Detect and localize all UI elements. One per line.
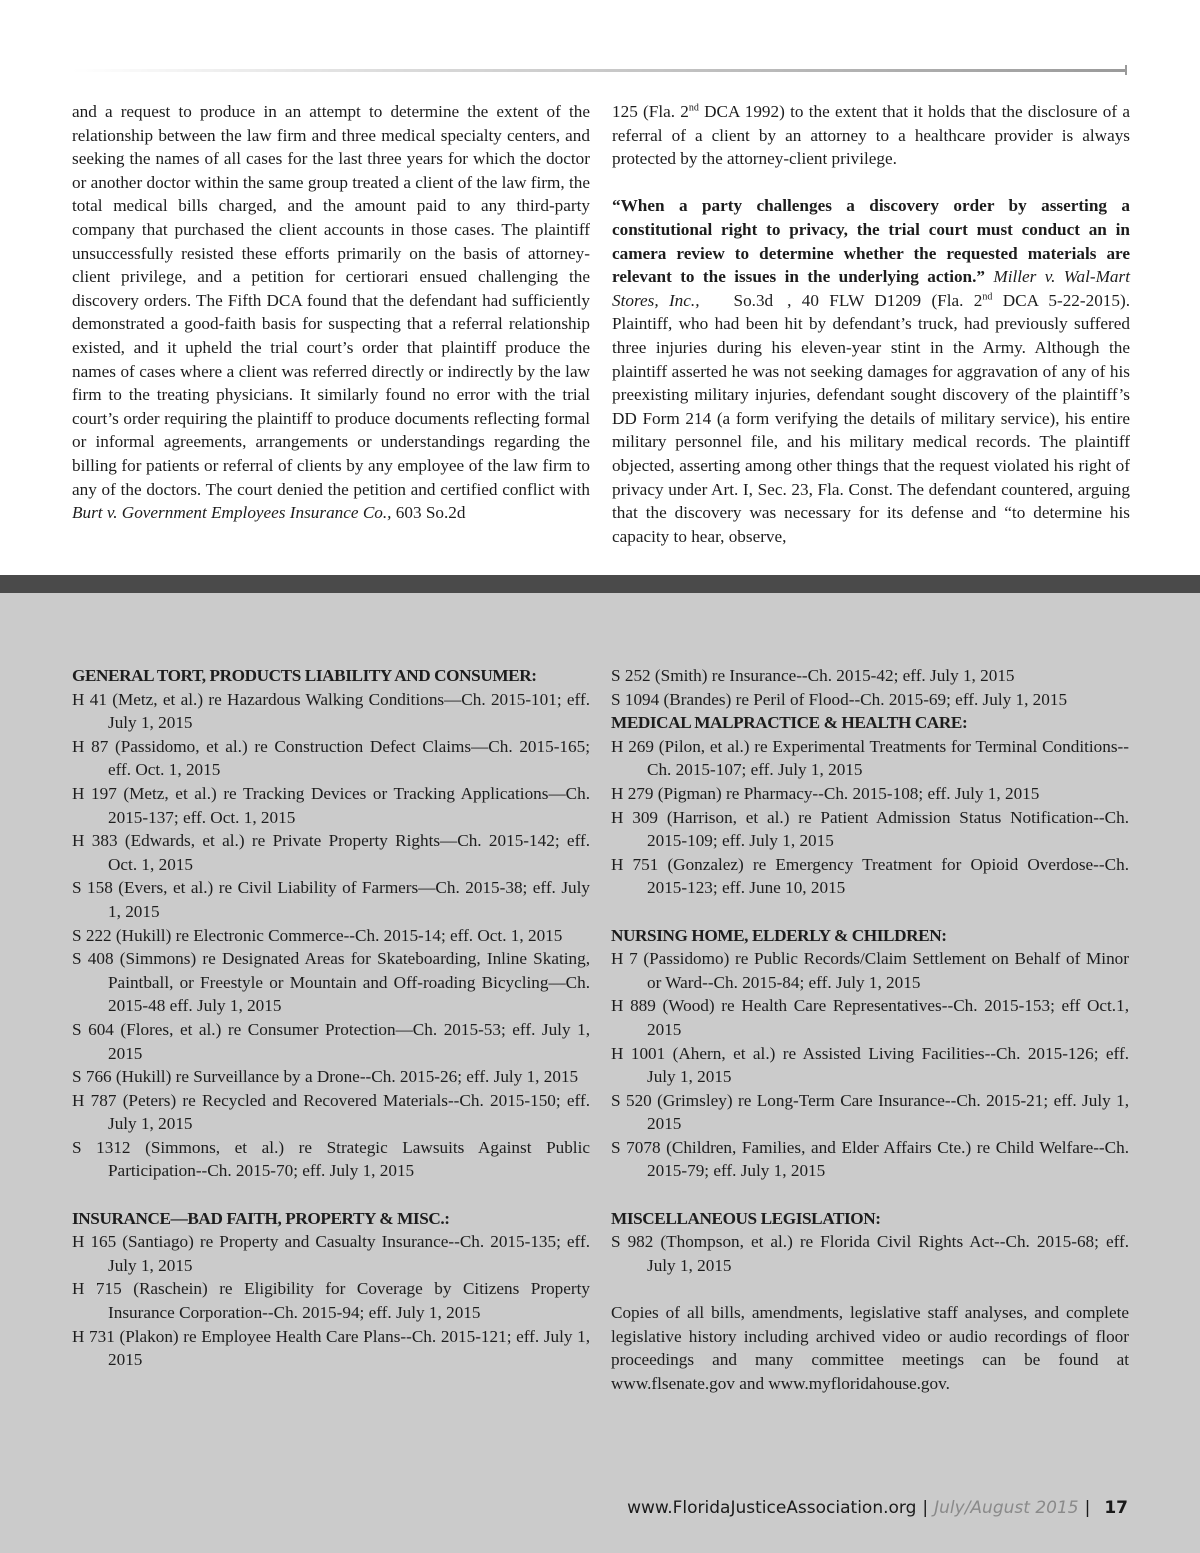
- bill-entry: H 715 (Raschein) re Eligibility for Coverage by Citizens Property Insurance Corporation--Ch. 2015-94; eff. July 1, 2015: [72, 1279, 590, 1323]
- bill-entry: S 222 (Hukill) re Electronic Commerce--Ch. 2015-14; eff. Oct. 1, 2015: [72, 925, 563, 945]
- case-citation: DCA 5-22-2015).: [992, 290, 1131, 310]
- section-heading: INSURANCE—BAD FAITH, PROPERTY & MISC.:: [72, 1208, 450, 1228]
- article-paragraph: [72, 100, 590, 525]
- copies-note: Copies of all bills, amendments, legislative staff analyses, and complete legislative history including archived video or audio recordings of floor proceedings and many committee meetings can be found at www.flsenate.gov and www.myfloridahouse.gov.: [611, 1303, 1129, 1393]
- footer-issue-date: July/August 2015: [934, 1498, 1079, 1518]
- bill-entry: H 87 (Passidomo, et al.) re Construction Defect Claims—Ch. 2015-165; eff. Oct. 1, 2015: [72, 736, 590, 780]
- bill-entry: S 982 (Thompson, et al.) re Florida Civil Rights Act--Ch. 2015-68; eff. July 1, 2015: [611, 1232, 1129, 1275]
- spacer: [72, 1183, 590, 1207]
- footer-separator: |: [1084, 1498, 1091, 1518]
- section-divider-band: [0, 575, 1200, 593]
- spacer: [611, 1183, 1129, 1207]
- article-paragraph: [612, 194, 1130, 548]
- legislation-column-right: [611, 664, 1129, 1395]
- bill-entry: H 383 (Edwards, et al.) re Private Property Rights—Ch. 2015-142; eff. Oct. 1, 2015: [72, 831, 590, 874]
- ordinal-sup: nd: [982, 291, 993, 303]
- bill-entry: S 158 (Evers, et al.) re Civil Liability of Farmers—Ch. 2015-38; eff. July 1, 2015: [72, 878, 590, 921]
- bill-entry: H 7 (Passidomo) re Public Records/Claim Settlement on Behalf of Minor or Ward--Ch. 2015-84; eff. July 1, 2015: [611, 949, 1129, 992]
- pull-quote: “When a party challenges a discovery order by asserting a constitutional right to privacy, the trial court must conduct an in camera review to determine whether the requested materials are relevant to the issues in the underlying action.”: [612, 196, 1130, 287]
- bill-entry: H 787 (Peters) re Recycled and Recovered Materials--Ch. 2015-150; eff. July 1, 2015: [72, 1090, 590, 1134]
- spacer: [611, 900, 1129, 924]
- article-column-left: [72, 100, 590, 525]
- bill-entry: H 279 (Pigman) re Pharmacy--Ch. 2015-108; eff. July 1, 2015: [611, 783, 1040, 803]
- bill-entry: H 41 (Metz, et al.) re Hazardous Walking Conditions—Ch. 2015-101; eff. July 1, 2015: [72, 689, 590, 733]
- bill-list: [72, 688, 590, 1183]
- bill-list: [611, 1230, 1129, 1277]
- paragraph-gap: [612, 171, 1130, 195]
- legislation-column-left: [72, 664, 590, 1372]
- case-citation: 603 So.2d: [395, 503, 466, 523]
- page-number: 17: [1104, 1498, 1128, 1518]
- bill-entry: H 889 (Wood) re Health Care Representatives--Ch. 2015-153; eff Oct.1, 2015: [611, 996, 1129, 1039]
- bill-entry: H 197 (Metz, et al.) re Tracking Devices or Tracking Applications—Ch. 2015-137; eff. Oct. 1, 2015: [72, 783, 590, 827]
- bill-entry: S 408 (Simmons) re Designated Areas for Skateboarding, Inline Skating, Paintball, or Freestyle or Mountain and Off-roading Bicycling—Ch. 2015-48 eff. July 1, 2015: [72, 949, 590, 1016]
- bill-entry: S 252 (Smith) re Insurance--Ch. 2015-42; eff. July 1, 2015: [611, 666, 1015, 685]
- header-rule: [72, 69, 1126, 72]
- case-citation: So.3d: [733, 290, 774, 310]
- page-footer: [627, 1498, 1128, 1518]
- case-citation: , 40 FLW D1209 (Fla. 2: [787, 290, 983, 310]
- section-heading: MISCELLANEOUS LEGISLATION:: [611, 1208, 881, 1228]
- article-text: DCA 1992) to the extent that it holds that the disclosure of a referral of a client by an attorney to a healthcare provider is always protected by the attorney-client privilege.: [612, 102, 1130, 169]
- bill-entry: H 269 (Pilon, et al.) re Experimental Treatments for Terminal Conditions--Ch. 2015-107; eff. July 1, 2015: [611, 736, 1129, 780]
- bill-entry: S 7078 (Children, Families, and Elder Affairs Cte.) re Child Welfare--Ch. 2015-79; eff. July 1, 2015: [611, 1137, 1129, 1181]
- bill-list: [611, 664, 1129, 711]
- bill-entry: H 309 (Harrison, et al.) re Patient Admission Status Notification--Ch. 2015-109; eff. July 1, 2015: [611, 807, 1129, 851]
- bill-list: [611, 735, 1129, 900]
- bill-entry: S 604 (Flores, et al.) re Consumer Protection—Ch. 2015-53; eff. July 1, 2015: [72, 1019, 590, 1063]
- case-name: Miller v. Wal-Mart Stores, Inc.,: [612, 267, 1130, 310]
- article-paragraph: [612, 100, 1130, 171]
- bill-entry: H 1001 (Ahern, et al.) re Assisted Living Facilities--Ch. 2015-126; eff. July 1, 2015: [611, 1043, 1129, 1087]
- bill-entry: S 766 (Hukill) re Surveillance by a Drone--Ch. 2015-26; eff. July 1, 2015: [72, 1067, 579, 1087]
- footer-separator: |: [922, 1498, 929, 1518]
- header-rule-tick: [1125, 65, 1127, 75]
- article-column-right: [612, 100, 1130, 548]
- spacer: [611, 1277, 1129, 1301]
- bill-entry: H 731 (Plakon) re Employee Health Care Plans--Ch. 2015-121; eff. July 1, 2015: [72, 1326, 590, 1370]
- bill-entry: S 520 (Grimsley) re Long-Term Care Insurance--Ch. 2015-21; eff. July 1, 2015: [611, 1090, 1129, 1134]
- ordinal-sup: nd: [688, 102, 699, 114]
- section-heading: GENERAL TORT, PRODUCTS LIABILITY AND CONSUMER:: [72, 666, 537, 685]
- section-heading: MEDICAL MALPRACTICE & HEALTH CARE:: [611, 713, 968, 733]
- bill-entry: S 1312 (Simmons, et al.) re Strategic Lawsuits Against Public Participation--Ch. 2015-70; eff. July 1, 2015: [72, 1137, 590, 1181]
- article-text: and a request to produce in an attempt to determine the extent of the relationship between the law firm and three medical specialty centers, and seeking the names of all cases for the last three years for which the doctor or another doctor within the same group treated a client of the law firm, the total medical bills charged, and the amount paid to any third-party company that purchased the client accounts in those cases. The plaintiff unsuccessfully resisted these efforts primarily on the basis of attorney-client privilege, and a petition for certiorari ensued challenging the discovery orders. The Fifth DCA found that the defendant had sufficiently demonstrated a good-faith basis for suspecting that a referral relationship existed, and it upheld the trial court’s order that plaintiff produce the names of cases where a client was referred directly or indirectly by the law firm to the treating physicians. It similarly found no error with the trial court’s order requiring the plaintiff to produce documents reflecting formal or informal agreements, arrangements or understandings regarding the billing for patients or referral of clients by any employee of the law firm to any of the doctors. The court denied the petition and certified conflict with: [72, 102, 590, 499]
- article-body: [72, 100, 1129, 570]
- article-text: Plaintiff, who had been hit by defendant’s truck, had previously suffered three injuries during his eleven-year stint in the Army. Although the plaintiff asserted he was not seeking damages for aggravation of any of his preexisting military injuries, defendant sought discovery of the plaintiff’s DD Form 214 (a form verifying the details of military service), his entire military personnel file, and his military medical records. The plaintiff objected, asserting among other things that the request violated his right of privacy under Art. I, Sec. 23, Fla. Const. The defendant countered, arguing that the discovery was necessary for its defense and “to determine his capacity to hear, observe,: [612, 314, 1130, 546]
- bill-list: [611, 947, 1129, 1183]
- bill-entry: S 1094 (Brandes) re Peril of Flood--Ch. 2015-69; eff. July 1, 2015: [611, 689, 1068, 709]
- bill-list: [72, 1230, 590, 1372]
- case-name: Burt v. Government Employees Insurance Co.,: [72, 503, 392, 523]
- bill-entry: H 165 (Santiago) re Property and Casualty Insurance--Ch. 2015-135; eff. July 1, 2015: [72, 1232, 590, 1275]
- bill-entry: H 751 (Gonzalez) re Emergency Treatment for Opioid Overdose--Ch. 2015-123; eff. June 10, 2015: [611, 854, 1129, 898]
- article-text: 125 (Fla. 2: [612, 102, 689, 121]
- section-heading: NURSING HOME, ELDERLY & CHILDREN:: [611, 925, 947, 945]
- footer-website-link[interactable]: www.FloridaJusticeAssociation.org: [627, 1498, 917, 1518]
